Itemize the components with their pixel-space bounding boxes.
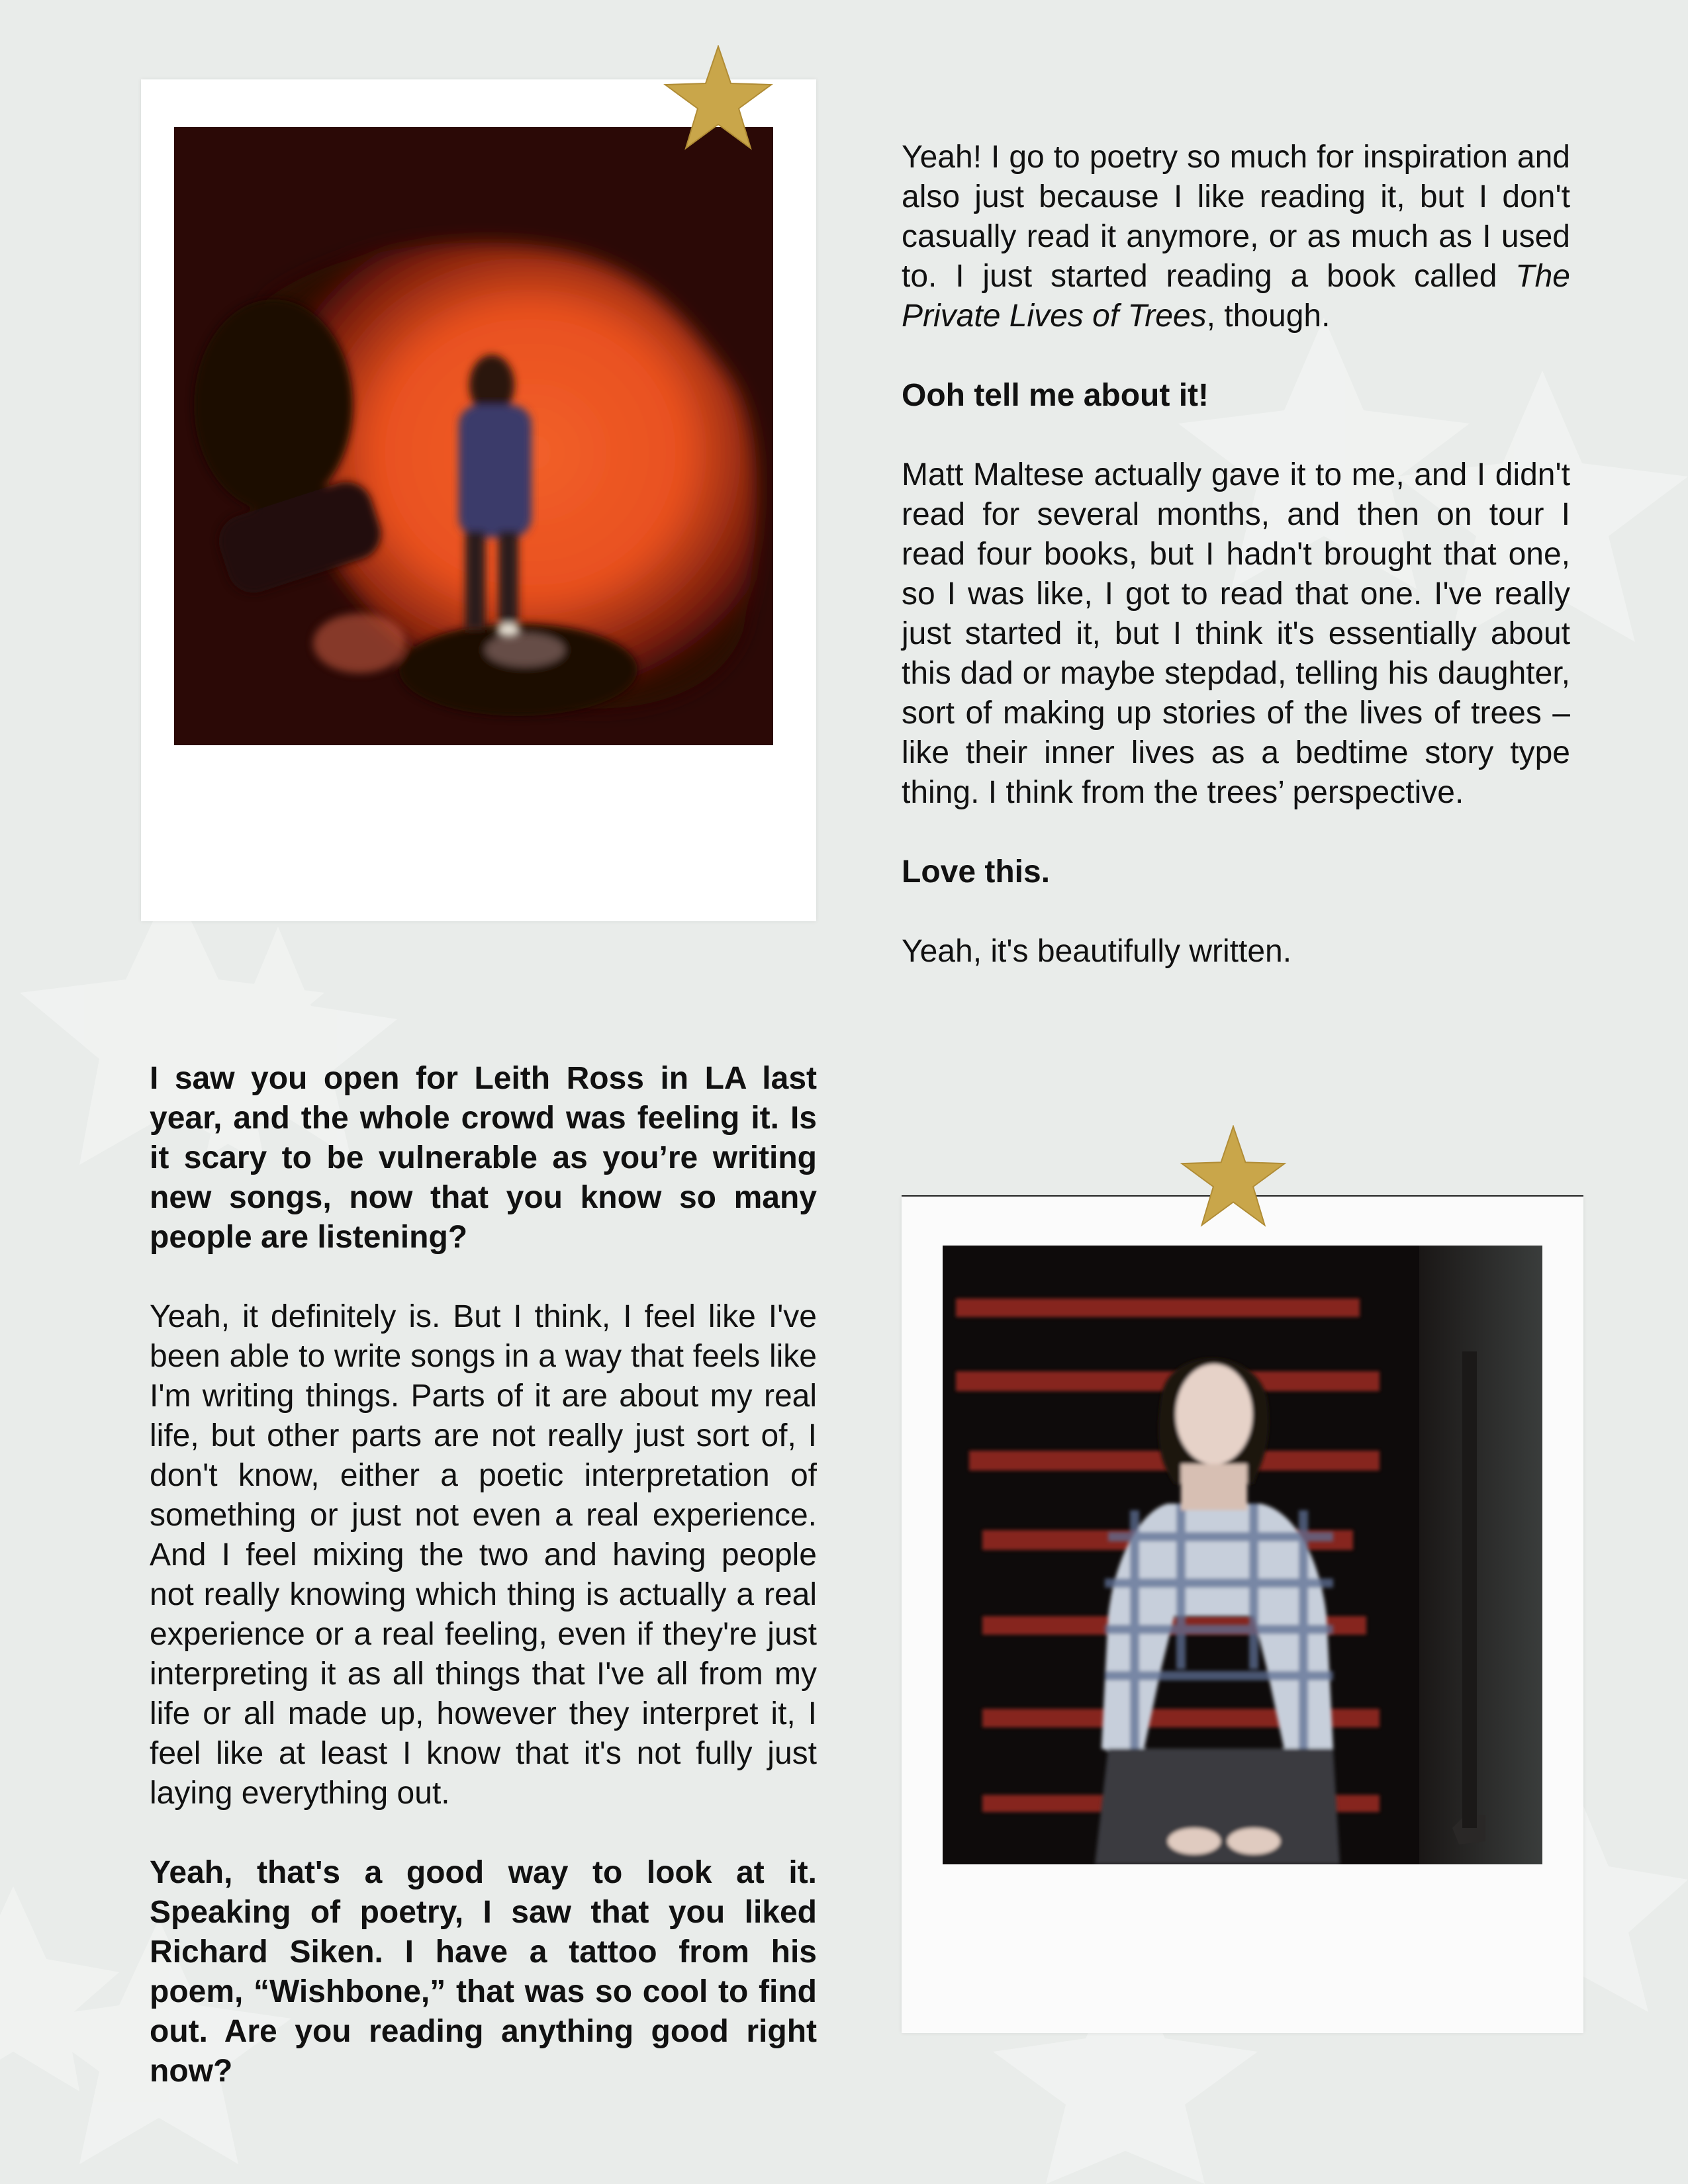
answer-paragraph-left: Yeah, it definitely is. But I think, I feel like I've been able to write songs in a way that feels like I'm writing things. Parts of it are about my real life, but other parts are not really just sort of, I don't know, either a poetic interpretation of something or just not even a real experience. And I feel mixing the two and having people not really knowing which thing is actually a real experience or a real feeling, even if they're just interpreting it as all things that I've all from my life or all made up, however they interpret it, I feel like at least I know that it's not fully just laying everything out. (150, 1299, 817, 1811)
answer-paragraph-2: Matt Maltese actually gave it to me, and I didn't read for several months, and then on tour I read four books, but I hadn't brought that one, so I was like, I got to read that one. I've really just started it, but I think it's essentially about this dad or maybe stepdad, telling his daughter, sort of making up stories of the lives of trees – like their inner lives as a bedtime story type thing. I think from the trees’ perspective. (902, 457, 1570, 810)
question-2: Ooh tell me about it! (902, 378, 1209, 413)
book-title: The Private Lives of Trees (902, 259, 1570, 334)
answer-paragraph-1: Yeah! I go to poetry so much for inspiration and also just because I like reading it, but I don't casually read it anymore, or as much as I used to. I just started reading a book called The Private Lives of Trees, though. (902, 140, 1570, 334)
photo-stage-orange (174, 127, 773, 745)
question-left-2: Yeah, that's a good way to look at it. Speaking of poetry, I saw that you liked Richard Siken. I have a tattoo from his poem, “Wishbone,” that was so cool to find out. Are you reading anything good right now? (150, 1855, 817, 2089)
gold-star-sticker-bottom (1177, 1125, 1289, 1231)
polaroid-frame-bottom-right (902, 1197, 1583, 2033)
polaroid-frame-top-left (141, 79, 816, 921)
question-3: Love this. (902, 854, 1051, 889)
answer-paragraph-3: Yeah, it's beautifully written. (902, 934, 1292, 969)
question-1: I saw you open for Leith Ross in LA last year, and the whole crowd was feeling it. Is it scary to be vulnerable as you’re writing new songs, now that you know so many people are listening? (150, 1061, 817, 1255)
left-column-text (150, 1059, 817, 2091)
right-column-text (902, 138, 1570, 972)
photo-person-stairs (943, 1246, 1542, 1864)
gold-star-sticker-top (662, 45, 774, 154)
